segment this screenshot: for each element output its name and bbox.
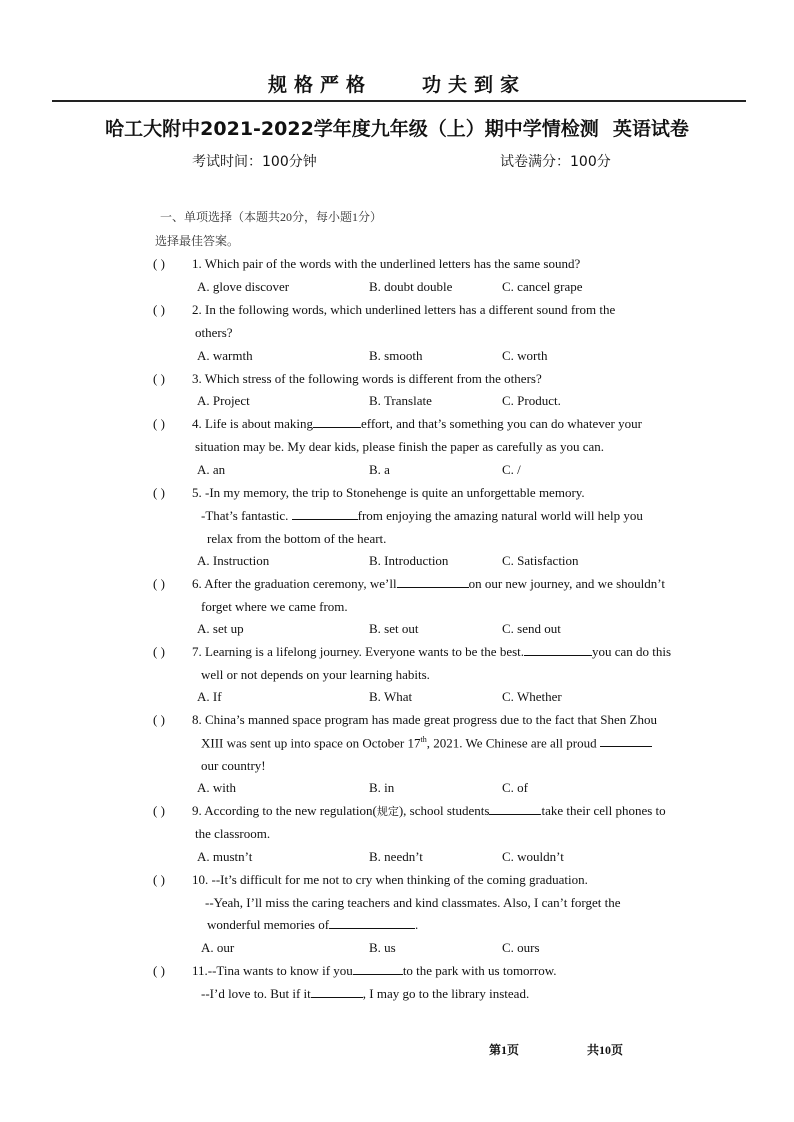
answer-paren[interactable]: ( ) <box>153 963 165 978</box>
option-c[interactable]: C. worth <box>502 348 548 363</box>
answer-blank[interactable] <box>311 986 363 998</box>
answer-paren[interactable]: ( ) <box>153 256 165 271</box>
section-heading: 一、单项选择（本题共20分，每小题1分） <box>160 210 383 224</box>
question-text: the classroom. <box>195 826 271 841</box>
question-text: well or not depends on your learning habits. <box>201 667 430 682</box>
option-c[interactable]: C. Satisfaction <box>502 553 579 568</box>
answer-paren[interactable]: ( ) <box>153 803 165 818</box>
answer-blank[interactable] <box>329 917 415 929</box>
question-text: --Yeah, I’ll miss the caring teachers and kind classmates. Also, I can’t forget the <box>205 895 621 910</box>
question-text: 2. In the following words, which underlined letters has a different sound from the <box>192 302 616 317</box>
question-text: 5. -In my memory, the trip to Stonehenge is quite an unforgettable memory. <box>192 485 585 500</box>
question-text: relax from the bottom of the heart. <box>207 531 387 546</box>
answer-paren[interactable]: ( ) <box>153 644 165 659</box>
option-b[interactable]: B. us <box>369 940 396 955</box>
option-a[interactable]: A. If <box>197 689 222 704</box>
option-c[interactable]: C. Whether <box>502 689 562 704</box>
answer-blank[interactable] <box>292 508 358 520</box>
question-text: 7. Learning is a lifelong journey. Everyone wants to be the best. you can do this <box>192 644 672 659</box>
page-title <box>0 114 794 141</box>
option-a[interactable]: A. Project <box>197 393 250 408</box>
option-c[interactable]: C. wouldn’t <box>502 849 564 864</box>
answer-blank[interactable] <box>397 576 469 588</box>
answer-blank[interactable] <box>524 644 592 656</box>
question-text: 4. Life is about making effort, and that’s something you can do whatever your <box>192 416 642 431</box>
title-subject: 英语试卷 <box>612 118 689 140</box>
option-c[interactable]: C. ours <box>502 940 540 955</box>
answer-blank[interactable] <box>353 963 403 975</box>
answer-paren[interactable]: ( ) <box>153 416 165 431</box>
header-rule <box>52 100 746 102</box>
answer-blank[interactable] <box>313 416 361 428</box>
question-text: --I’d love to. But if it , I may go to the library instead. <box>201 986 530 1001</box>
option-c[interactable]: C. cancel grape <box>502 279 583 294</box>
option-a[interactable]: A. with <box>197 780 237 795</box>
question-text: our country! <box>201 758 266 773</box>
option-c[interactable]: C. / <box>502 462 521 477</box>
page-total: 共10页 <box>587 1043 624 1057</box>
option-b[interactable]: B. smooth <box>369 348 423 363</box>
answer-blank[interactable] <box>600 735 652 747</box>
question-text: XIII was sent up into space on October 17th, 2021. We Chinese are all proud <box>201 735 652 751</box>
option-a[interactable]: A. Instruction <box>197 553 270 568</box>
option-a[interactable]: A. our <box>201 940 235 955</box>
question-text: 6. After the graduation ceremony, we’ll on our new journey, and we shouldn’t <box>192 576 665 591</box>
option-a[interactable]: A. warmth <box>197 348 253 363</box>
question-text: 9. According to the new regulation(规定), school students take their cell phones to <box>192 803 666 818</box>
question-text: situation may be. My dear kids, please finish the paper as carefully as you can. <box>195 439 605 454</box>
option-a[interactable]: A. mustn’t <box>197 849 253 864</box>
question-text: 11.--Tina wants to know if you to the park with us tomorrow. <box>192 963 557 978</box>
answer-paren[interactable]: ( ) <box>153 712 165 727</box>
title-main: 哈工大附中2021-2022学年度九年级（上）期中学情检测 <box>105 118 599 140</box>
option-c[interactable]: C. send out <box>502 621 561 636</box>
page-number: 第1页 <box>489 1043 520 1057</box>
section-instruction: 选择最佳答案。 <box>155 234 240 248</box>
option-a[interactable]: A. set up <box>197 621 244 636</box>
question-text: -That’s fantastic. from enjoying the amazing natural world will help you <box>201 508 643 523</box>
question-text: others? <box>195 325 233 340</box>
option-b[interactable]: B. in <box>369 780 395 795</box>
option-a[interactable]: A. an <box>197 462 226 477</box>
option-b[interactable]: B. Introduction <box>369 553 449 568</box>
answer-blank[interactable] <box>489 803 541 815</box>
option-b[interactable]: B. a <box>369 462 390 477</box>
motto-right: 功夫到家 <box>422 74 527 96</box>
question-text: 1. Which pair of the words with the underlined letters has the same sound? <box>192 256 581 271</box>
question-text: 10. --It’s difficult for me not to cry when thinking of the coming graduation. <box>192 872 588 887</box>
question-text: 3. Which stress of the following words is different from the others? <box>192 371 542 386</box>
full-score: 试卷满分：100分 <box>500 154 611 170</box>
option-b[interactable]: B. set out <box>369 621 419 636</box>
answer-paren[interactable]: ( ) <box>153 872 165 887</box>
option-c[interactable]: C. of <box>502 780 529 795</box>
answer-paren[interactable]: ( ) <box>153 576 165 591</box>
option-b[interactable]: B. What <box>369 689 413 704</box>
answer-paren[interactable]: ( ) <box>153 485 165 500</box>
option-b[interactable]: B. Translate <box>369 393 432 408</box>
option-c[interactable]: C. Product. <box>502 393 561 408</box>
option-a[interactable]: A. glove discover <box>197 279 290 294</box>
answer-paren[interactable]: ( ) <box>153 371 165 386</box>
option-b[interactable]: B. doubt double <box>369 279 453 294</box>
question-text: 8. China’s manned space program has made great progress due to the fact that Shen Zhou <box>192 712 657 727</box>
option-b[interactable]: B. needn’t <box>369 849 423 864</box>
question-text: wonderful memories of . <box>207 917 419 932</box>
answer-paren[interactable]: ( ) <box>153 302 165 317</box>
motto-left: 规格严格 <box>267 74 372 96</box>
question-text: forget where we came from. <box>201 599 348 614</box>
exam-time: 考试时间：100分钟 <box>192 154 317 170</box>
motto <box>0 70 794 97</box>
